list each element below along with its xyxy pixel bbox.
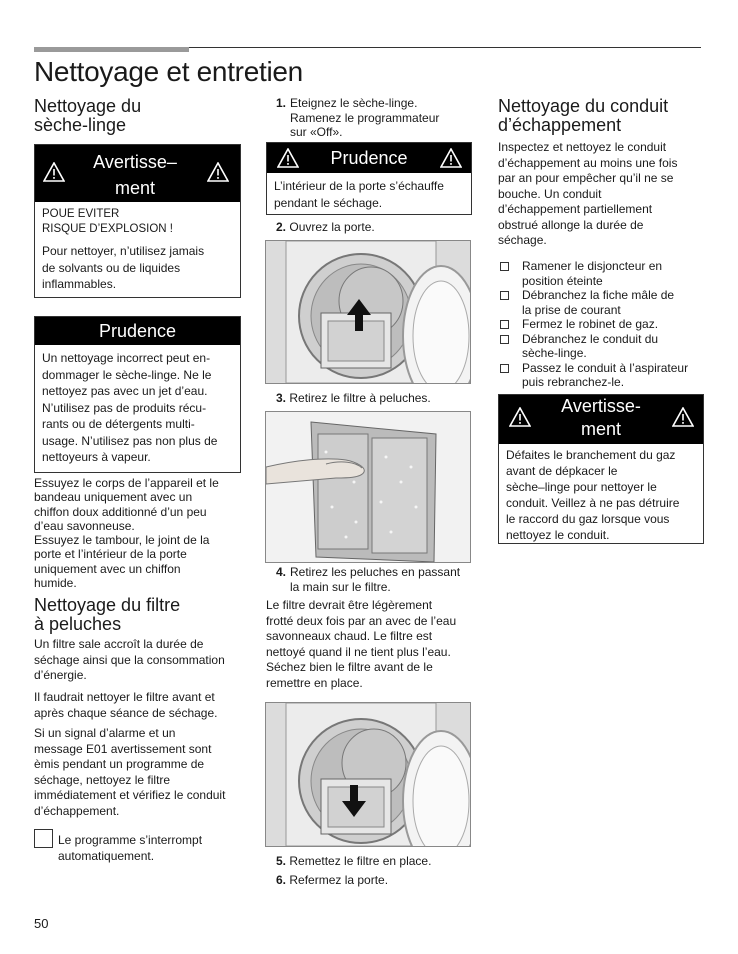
text-line: sur «Off». (290, 125, 343, 139)
checkbox-icon (500, 262, 509, 271)
text-line: conduit. Veillez à ne pas détruire (506, 496, 680, 510)
step-number: 2. (276, 220, 287, 234)
text-line: position éteinte (522, 273, 603, 288)
text-line: frotté deux fois par an avec de l’eau (266, 613, 457, 628)
text-line: sèche-linge. (522, 346, 587, 360)
caution-box-body (267, 173, 471, 217)
text-line: uniquement avec un chiffon (34, 561, 181, 576)
text-line: Essuyez le tambour, le joint de la (34, 533, 210, 548)
text-line: N’utilisez pas de produits récu- (42, 400, 207, 415)
warning-bold-text (42, 207, 233, 237)
paragraph-body-cleaning (34, 476, 244, 590)
heading-line: Nettoyage du conduit (498, 96, 669, 116)
warning-triangle-icon (277, 148, 299, 168)
paragraph-filter-wash (266, 598, 476, 691)
text-line: d’échappement partiellement (498, 202, 653, 216)
warning-box-header (35, 145, 240, 202)
warning-box-title (539, 395, 663, 441)
heading-line: d’échappement (498, 115, 622, 135)
text-line: la prise de courant (522, 302, 621, 317)
text-line: Inspectez et nettoyez le conduit (498, 140, 667, 154)
text-line: Passez le conduit à l’aspirateur (522, 360, 689, 375)
dryer-drum-illustration (266, 241, 470, 383)
caution-box (34, 316, 241, 473)
heading-cleaning-dryer (34, 97, 141, 135)
step-5 (276, 854, 476, 869)
step-number: 1. (276, 96, 287, 110)
text-line: la main sur le filtre. (290, 579, 391, 594)
text-line: Débranchez le conduit du (522, 331, 659, 346)
paragraph-alarm (34, 726, 249, 819)
text-line: remettre en place. (266, 675, 363, 690)
list-item (498, 332, 708, 361)
text-line: Fermez le robinet de gaz. (522, 317, 659, 331)
warning-title-line: ment (580, 419, 622, 439)
list-item (498, 259, 708, 288)
step-1 (276, 96, 476, 140)
note-box-icon (34, 829, 53, 848)
text-line: Eteignez le sèche-linge. (290, 96, 418, 110)
text-line: Si un signal d’alarme et un (34, 726, 176, 740)
step-text: Remettez le filtre en place. (289, 854, 432, 868)
text-line: d’échappement. (34, 803, 120, 818)
heading-exhaust-duct (498, 97, 668, 135)
heading-line: sèche-linge (34, 115, 127, 135)
page-title: Nettoyage et entretien (34, 56, 303, 87)
text-line: avant de dépkacer le (506, 464, 618, 478)
text-line: dommager le sèche-linge. Ne le (42, 367, 212, 382)
text-line: èmis pendant un programme de (34, 757, 205, 771)
warning-bold-line: POUE EVITER (42, 208, 120, 220)
illustration-filter-cleaning (265, 411, 471, 563)
heading-line: à peluches (34, 614, 122, 634)
paragraph-dirty-filter (34, 637, 249, 684)
paragraph-inspect-duct (498, 140, 703, 249)
caution-box-hot-door (266, 142, 472, 215)
text-line: Ramener le disjoncteur en (522, 259, 663, 273)
text-line: Ramenez le programmateur (290, 110, 440, 125)
step-text: Retirez le filtre à peluches. (289, 391, 431, 405)
paragraph-clean-before-after (34, 690, 249, 721)
text-line: Défaites le branchement du gaz (506, 448, 676, 462)
warning-title-line: Avertisse– (93, 152, 177, 172)
text-line: Le programme s’interrompt (58, 833, 203, 847)
text-line: nettoyé quand il ne tient plus l’eau. (266, 644, 451, 659)
heading-lint-filter (34, 596, 180, 634)
step-text: Ouvrez la porte. (289, 220, 375, 234)
text-line: message E01 avertissement sont (34, 741, 212, 756)
text-line: sèche–linge pour nettoyer le (506, 480, 657, 494)
heading-line: Nettoyage du (34, 96, 142, 116)
text-line: porte et l’intérieur de la porte (34, 547, 187, 562)
step-number: 6. (276, 873, 287, 887)
step-number: 3. (276, 391, 287, 405)
text-line: Pour nettoyer, n’utilisez jamais (42, 244, 205, 258)
caution-box-body (35, 345, 240, 472)
warning-box-body (35, 202, 240, 299)
warning-triangle-icon (43, 162, 65, 182)
caution-box-header (35, 317, 240, 345)
text-line: L’intérieur de la porte s’échauffe (274, 179, 444, 193)
warning-title-line: Avertisse- (561, 396, 641, 416)
list-item (498, 317, 708, 332)
header-accent-bar (34, 47, 189, 52)
checkbox-icon (500, 335, 509, 344)
text-line: bandeau uniquement avec un (34, 490, 193, 505)
text-line: inflammables. (42, 277, 117, 291)
text-line: nettoyez le conduit. (506, 528, 610, 542)
text-line: le raccord du gaz lorsque vous (506, 512, 670, 526)
text-line: de solvants ou de liquides (42, 260, 181, 275)
caution-box-title: Prudence (98, 321, 177, 341)
warning-triangle-icon (207, 162, 229, 182)
caution-box-title: Prudence (330, 148, 408, 168)
list-item (498, 288, 708, 317)
heading-line: Nettoyage du filtre (34, 595, 181, 615)
text-line: Essuyez le corps de l’appareil et le (34, 476, 219, 490)
page-number: 50 (34, 916, 49, 931)
text-line: Retirez les peluches en passant (290, 565, 461, 579)
warning-box-gas (498, 394, 704, 544)
checkbox-icon (500, 291, 509, 300)
text-line: séchage, nettoyez le filtre (34, 772, 171, 787)
text-line: nettoyeurs à vapeur. (42, 450, 151, 464)
step-number: 5. (276, 854, 287, 868)
text-line: bouche. Un conduit (498, 186, 602, 201)
text-line: humide. (34, 576, 77, 591)
text-line: obstrué allonge la durée de (498, 217, 644, 232)
dryer-drum-illustration (266, 703, 470, 846)
warning-box-title (75, 149, 195, 201)
checkbox-icon (500, 320, 509, 329)
warning-box-header (499, 395, 703, 444)
warning-box (34, 144, 241, 298)
text-line: usage. N’utilisez pas non plus de (42, 433, 218, 448)
illustration-open-door (265, 240, 471, 384)
text-line: après chaque séance de séchage. (34, 705, 218, 720)
warning-triangle-icon (509, 407, 531, 427)
note-text (58, 833, 248, 864)
warning-title-line: ment (114, 178, 156, 198)
lint-filter-illustration (266, 412, 470, 562)
text-line: Débranchez la fiche mâle de (522, 288, 675, 302)
text-line: chiffon doux additionné d’un peu (34, 504, 207, 519)
text-line: Un filtre sale accroît la durée de (34, 637, 204, 651)
step-3 (276, 391, 476, 406)
text-line: pendant le séchage. (274, 195, 383, 210)
warning-triangle-icon (672, 407, 694, 427)
text-line: séchage. (498, 233, 547, 247)
warning-triangle-icon (440, 148, 462, 168)
list-item (498, 361, 708, 390)
warning-bold-line: RISQUE D’EXPLOSION ! (42, 223, 174, 235)
step-4 (276, 565, 476, 594)
warning-text (42, 243, 233, 293)
text-line: savonneaux chaud. Le filtre est (266, 629, 433, 643)
text-line: Un nettoyage incorrect peut en- (42, 351, 211, 365)
text-line: par an pour empêcher qu’il ne se (498, 171, 674, 185)
caution-box-header (267, 143, 471, 173)
text-line: d’énergie. (34, 668, 87, 682)
text-line: Le filtre devrait être légèrement (266, 598, 433, 612)
text-line: immédiatement et vérifiez le conduit (34, 788, 226, 802)
text-line: puis rebranchez-le. (522, 375, 625, 389)
step-2 (276, 220, 476, 235)
text-line: automatiquement. (58, 848, 155, 863)
illustration-replace-filter (265, 702, 471, 847)
text-line: séchage ainsi que la consommation (34, 652, 225, 667)
duct-checklist (498, 259, 708, 390)
text-line: nettoyez pas avec un jet d’eau. (42, 384, 208, 398)
step-6 (276, 873, 476, 888)
text-line: Il faudrait nettoyer le filtre avant et (34, 690, 215, 704)
step-number: 4. (276, 565, 287, 579)
warning-box-body (499, 444, 703, 549)
text-line: d’eau savonneuse. (34, 518, 135, 533)
step-text: Refermez la porte. (289, 873, 389, 887)
text-line: rants ou de détergents multi- (42, 417, 195, 431)
checkbox-icon (500, 364, 509, 373)
text-line: Séchez bien le filtre avant de le (266, 660, 433, 674)
text-line: d’échappement au moins une fois (498, 155, 678, 170)
